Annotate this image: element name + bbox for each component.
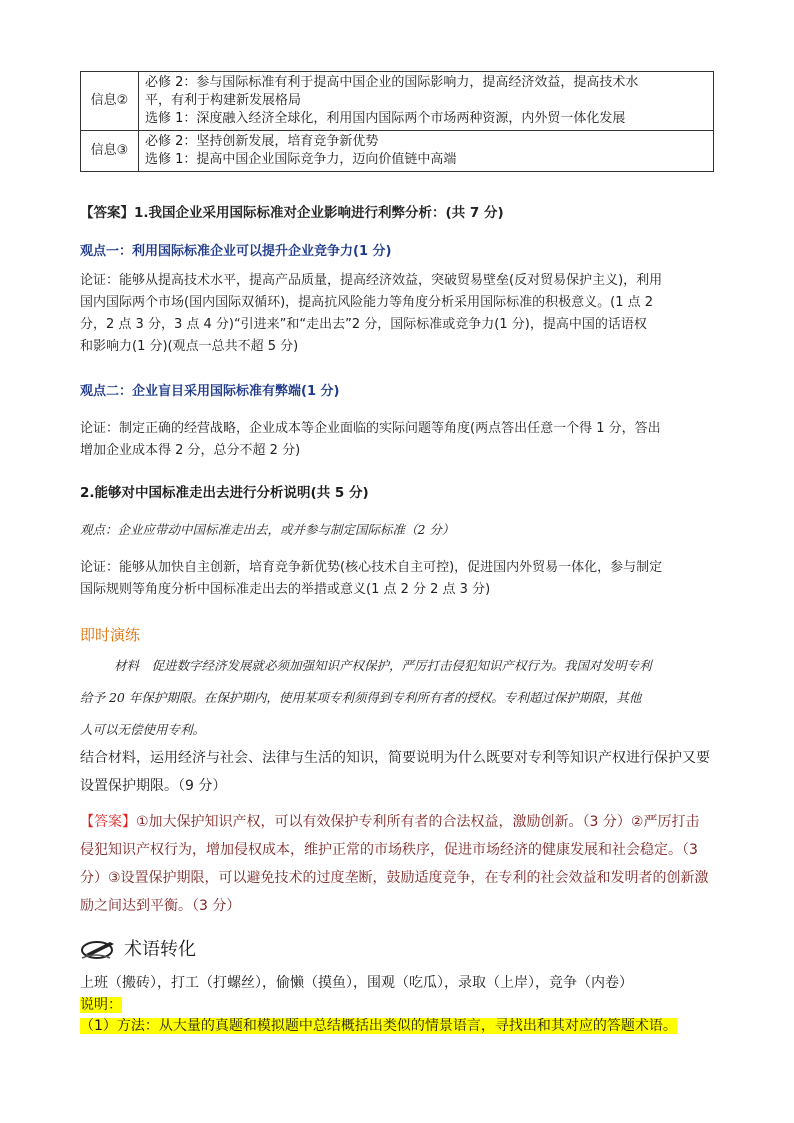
viewpoint-three: 观点：企业应带动中国标准走出去，或并参与制定国际标准（2 分） — [80, 522, 455, 537]
answer-subtitle: 2.能够对中国标准走出去进行分析说明(共 5 分) — [80, 485, 369, 501]
terms-title: 术语转化 — [124, 939, 196, 960]
text-line: 结合材料，运用经济与社会、法律与生活的知识，简要说明为什么既要对专利等知识产权进行保护又要 — [80, 750, 710, 766]
viewpoint-two: 观点二：企业盲目采用国际标准有弊端(1 分) — [80, 384, 340, 399]
table-row — [81, 131, 714, 172]
proof-two — [80, 418, 716, 462]
proof-one — [80, 270, 716, 358]
cell-line: 选修 1：提高中国企业国际竞争力，迈向价值链中高端 — [145, 152, 457, 167]
row-key: 信息③ — [81, 131, 139, 172]
cell-line: 选修 1：深度融入经济全球化，利用国内国际两个市场两种资源，内外贸一体化发展 — [145, 111, 626, 126]
text-line: 分）③设置保护期限，可以避免技术的过度垄断，鼓励适度竞争，在专利的社会效益和发明者的创新激 — [80, 870, 709, 886]
text-line: 论证：能够从加快自主创新，培育竞争新优势(核心技术自主可控)，促进国内外贸易一体化，参与制定 — [80, 560, 663, 575]
answer-title: 【答案】1.我国企业采用国际标准对企业影响进行利弊分析：(共 7 分) — [80, 205, 504, 221]
terms-note — [80, 994, 716, 1014]
text-line: 分，2 点 3 分，3 点 4 分)“引进来”和“走出去”2 分，国际标准或竞争力(1 分)，提高中国的话语权 — [80, 317, 647, 332]
table-row — [81, 72, 714, 131]
terms-heading — [80, 934, 716, 962]
info-table — [80, 71, 714, 172]
practice-heading: 即时演练 — [80, 626, 141, 644]
text-line: 给予 20 年保护期限。在保护期内，使用某项专利须得到专利所有者的授权。专利超过保护期限，其他 — [80, 690, 642, 705]
text-line: 侵犯知识产权行为，增加侵权成本，维护正常的市场秩序，促进市场经济的健康发展和社会稳定。（3 — [80, 842, 698, 858]
terms-method — [80, 1015, 716, 1035]
row-content — [139, 72, 714, 131]
note-label: 说明： — [80, 997, 122, 1013]
row-content — [139, 131, 714, 172]
text-line: 材料 促进数字经济发展就必须加强知识产权保护，严厉打击侵犯知识产权行为。我国对发明专利 — [114, 658, 652, 673]
text-line: 论证：能够从提高技术水平，提高产品质量，提高经济效益，突破贸易壁垒(反对贸易保护主义)，利用 — [80, 273, 663, 288]
text-line: 人可以无偿使用专利。 — [80, 722, 206, 737]
text-line: 和影响力(1 分)(观点一总共不超 5 分) — [80, 339, 299, 354]
text-line: 增加企业成本得 2 分，总分不超 2 分) — [80, 443, 301, 458]
proof-three — [80, 557, 716, 601]
text-line: 国际规则等角度分析中国标准走出去的举措或意义(1 点 2 分 2 点 3 分) — [80, 582, 491, 597]
text-line: 论证：制定正确的经营战略，企业成本等企业面临的实际问题等角度(两点答出任意一个得 1 分，答出 — [80, 421, 661, 436]
answer-line: ①加大保护知识产权，可以有效保护专利所有者的合法权益，激励创新。（3 分）②严厉打击 — [136, 814, 700, 830]
text-line: 励之间达到平衡。（3 分） — [80, 898, 241, 914]
practice-answer — [80, 808, 716, 920]
viewpoint-one: 观点一：利用国际标准企业可以提升企业竞争力(1 分) — [80, 244, 392, 259]
cell-line: 必修 2：坚持创新发展，培育竞争新优势 — [145, 134, 379, 149]
cell-line: 平，有利于构建新发展格局 — [145, 93, 302, 108]
row-key: 信息② — [81, 72, 139, 131]
answer-tag: 【答案】 — [80, 814, 136, 830]
text-line: 国内国际两个市场(国内国际双循环)，提高抗风险能力等角度分析采用国际标准的积极意义。(1 点 2 — [80, 295, 654, 310]
material-text — [80, 650, 716, 746]
text-line: 设置保护期限。（9 分） — [80, 778, 227, 794]
question-text — [80, 744, 716, 800]
text-line — [80, 808, 716, 836]
terms-line: 上班（搬砖），打工（打螺丝），偷懒（摸鱼），围观（吃瓜），录取（上岸），竞争（内卷） — [80, 975, 633, 991]
method-text: （1）方法：从大量的真题和模拟题中总结概括出类似的情景语言，寻找出和其对应的答题术语。 — [80, 1018, 677, 1034]
cell-line: 必修 2：参与国际标准有利于提高中国企业的国际影响力，提高经济效益，提高技术水 — [145, 75, 639, 90]
pen-logo-icon — [80, 934, 120, 962]
